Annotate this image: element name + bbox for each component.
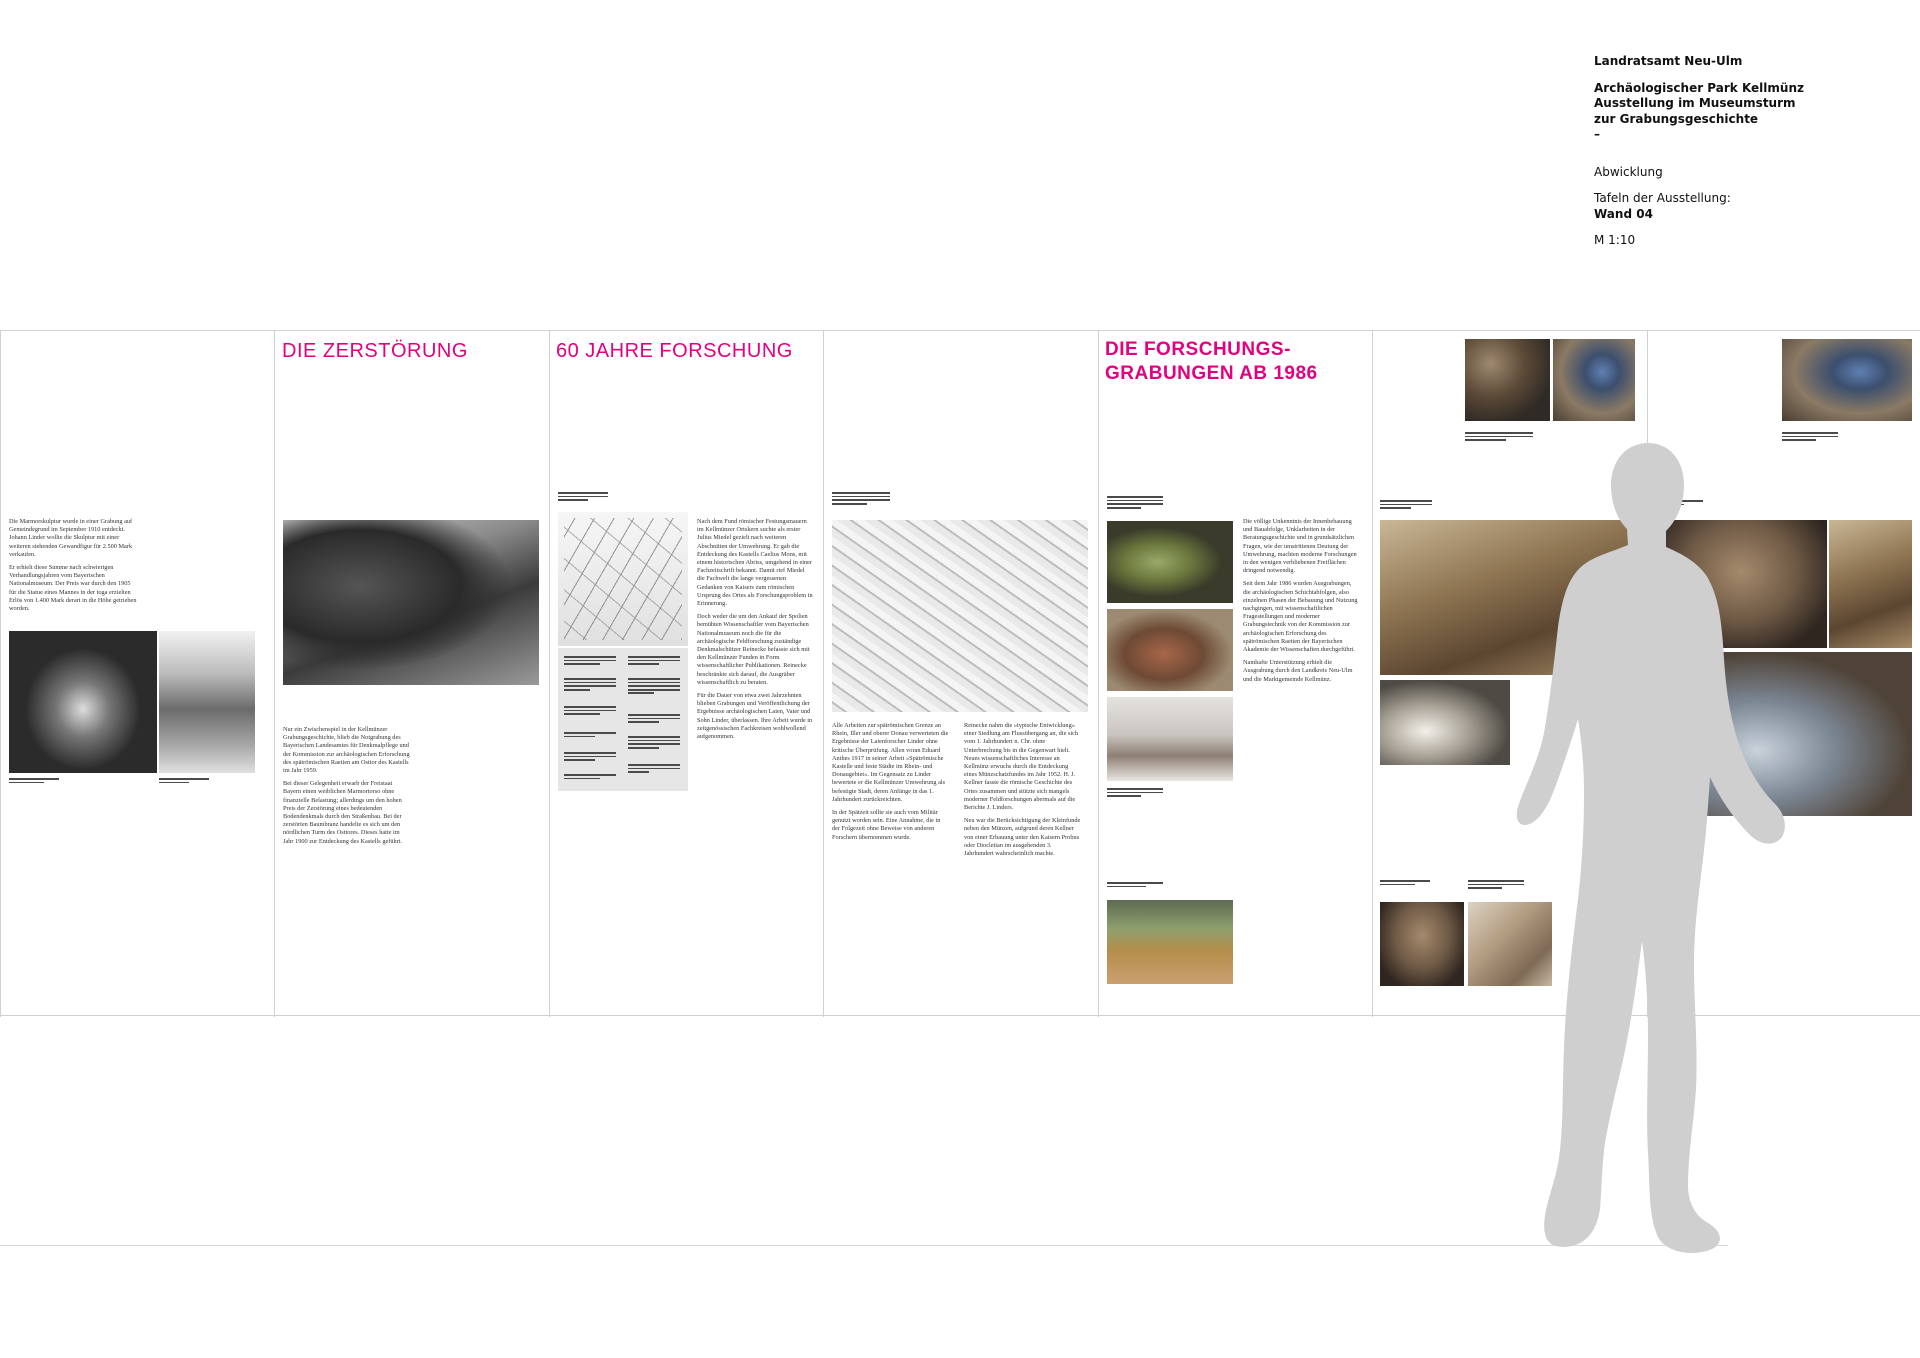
panel-3-paragraph-2: Doch weder die um den Ankauf der Spolien bemühten Wissenschaftler vom Bayerischen Nationalmuseum noch die für die archäologische Feldforschung zuständige Denkmalschützer Reinecke befasste sich mit den Kellmünzer Funden in Form wissenschaftlicher Publikationen. Reinecke beschränkte sich darauf, die Ausgräber wissenschaftlich zu beraten. — [697, 613, 810, 686]
panel-5-text — [1243, 518, 1359, 689]
photo-stratigraphy — [1829, 520, 1912, 648]
caption-plan — [558, 492, 608, 503]
panel-4-paragraph-1: Alle Arbeiten zur spätrömischen Grenze an Rhein, Iller und oberer Donau verwerteten die Ergebnisse der Laienforscher Linder ohne kritische Überprüfung. Allen voran Eduard Anthes 1917 in seiner Arbeit »Spätrömische Kastelle und feste Städte im Rhein- und Donaugebiet«. Im Gegensatz zu Linder bewertete er die Kellmünzer Umwehrung als befestigte Stadt, deren Anfänge in das 1. Jahrhundert zurückreichten. — [832, 722, 949, 803]
title-block — [1594, 54, 1894, 249]
panel-5-paragraph-1: Die völlige Unkenntnis der Innenbebauung und Bauabfolge, Unklarheiten in der Beratungsgeschichte und in grundsätzlichen Fragen, wie der umstrittenen Deutung der Umwehrung, machten moderne Forschungen in den wenigen verbliebenen Freiflächen dringend notwendig. — [1243, 518, 1357, 575]
photo-excavator — [1107, 900, 1233, 984]
photo-aerial-excavation — [1107, 521, 1233, 603]
panel-1-paragraph-2: Er erhielt diese Summe nach schwierigen Verhandlungsjahren vom Bayerischen Nationalmuseum. Der Preis war durch den 1905 für die Statue eines Mannes in der toga erzielten Erlös von 1.400 Mark derart in die Höhe getrieben worden. — [9, 564, 137, 613]
photo-sculpture-transport — [159, 631, 255, 773]
caption-panel-6-main — [1380, 500, 1432, 511]
caption-aerial — [1107, 496, 1163, 510]
heading-forschung: 60 JAHRE FORSCHUNG — [556, 340, 793, 362]
heading-grabungen — [1105, 338, 1318, 386]
panel-3-paragraph-1: Nach dem Fund römischer Festungsmauern im Kellmünzer Ortskern suchte als erster Julius Miedel gezielt nach weiteren Abschnitten der Umwehrung. Er gab die Entdeckung des Kastells Caelius Mons, mit einem historischen Abriss, umgehend in einer Fachzeitschrift bekannt. Damit rief Miedel die Fachwelt die lange vergessenen Gedanken von Kaisers zum römischen Ursprung des Ortes als Forschungsproblem in Erinnerung. — [697, 518, 813, 608]
photo-drawing-documentation — [1107, 697, 1233, 781]
panel-2-paragraph-2: Bei dieser Gelegenheit erwarb der Freistaat Bayern einen weiblichen Marmortorso ohne finanzielle Belastung; allerdings um den hohen Preis der Zerstörung eines bedeutenden Bodendenkmals durch den Straßenbau. Bei der zerstörten Baumbranz handelte es sich um den nördlichen Turm des Osttores. Dieses hatte im Jahr 1900 zur Entdeckung des Kastells geführt. — [283, 780, 403, 845]
project-dash: – — [1594, 127, 1600, 141]
caption-drawing — [1107, 788, 1163, 799]
panel-1-text — [9, 518, 137, 618]
caption-panel-1-a — [9, 778, 59, 785]
photo-kastell-plan — [558, 512, 688, 646]
panel-3-paragraph-3: Für die Dauer von etwa zwei Jahrzehnten blieben Grabungen und Veröffentlichung der Ergebnisse archäologischen Laien, Vater und Sohn Linder, überlassen. Ihre Arbeit wurde in zeitgenössischen Fachkreisen wohlwollend aufgenommen. — [697, 692, 813, 741]
photo-team-trench — [1465, 339, 1550, 421]
panel-3-text — [697, 518, 813, 746]
panel-4-paragraph-2: In der Spätzeit sollte sie auch vom Militär genutzt worden sein. Eine Annahme, die in der Folgezeit ohne Beweise von anderen Forschern übernommen wurde. — [832, 809, 941, 841]
org-name: Landratsamt Neu-Ulm — [1594, 54, 1743, 68]
photo-excavation-digger — [1107, 609, 1233, 691]
photo-tent-excavation — [1380, 680, 1510, 765]
panel-5-paragraph-2: Seit dem Jahr 1986 wurden Ausgrabungen, die archäologischen Schichtabfolgen, also einzelnen Phasen der Bebauung und Nutzung nachgingen, mit wissenschaftlichen Fragestellungen und moderner Grabungstechnik von der Kommission zur archäologischen Erforschung des spätrömischen Raetien der Bayerischen Akademie der Wissenschaften durchgeführt. — [1243, 580, 1358, 654]
photo-excavator-person — [1553, 339, 1635, 421]
sheet-label: Tafeln der Ausstellung: — [1594, 191, 1731, 205]
photo-danube-map — [832, 520, 1088, 712]
panel-2-text — [283, 726, 411, 851]
photo-marble-sculpture — [9, 631, 157, 773]
heading-grabungen-line-1: DIE FORSCHUNGS- — [1105, 339, 1291, 360]
caption-site — [1782, 432, 1838, 443]
sheet-name: Wand 04 — [1594, 206, 1653, 221]
floor-line — [0, 1245, 1728, 1246]
photo-digging-worker — [1380, 902, 1464, 986]
caption-panel-6-b — [1380, 880, 1430, 887]
panel-1-paragraph-1: Die Marmorskulptur wurde in einer Grabung auf Gemeindegrund im September 1910 entdeckt. Johann Linder wollte die Skulptur mit einer weiteren stehenden Gewandfigur für 2.500 Mark verkaufen. — [9, 518, 133, 558]
legend-box — [558, 648, 688, 791]
photo-destruction-roadworks — [283, 520, 539, 685]
caption-panel-1-b — [159, 778, 209, 785]
panel-4-paragraph-4: Neu war die Berücksichtigung der Kleinfunde neben den Münzen, aufgrund deren Kellner von einer Erbauung unter den Kaisern Probus oder Diocletian im ausgehenden 3. Jahrhundert wahrscheinlich machte. — [964, 817, 1081, 858]
caption-map — [832, 492, 890, 506]
panel-4-paragraph-3: Reinecke nahm die »typische Entwicklung« einer Siedlung am Flussübergang an, die sich vom 1. Jahrhundert n. Chr. ohne Unterbrechung bis in die Gegenwart hielt. Neues wissenschaftliches Interesse an Kellmünz erwuchs durch die Entdeckung eines Münzschatzfundes im Jahr 1952. H. J. Kellner fasste die römische Geschichte des Ortes zusammen und stützte sich mangels moderner Feldforschungen abermals auf die Berichte J. Linders. — [964, 722, 1079, 812]
panel-5-paragraph-3: Namhafte Unterstützung erhielt die Ausgrabung durch den Landkreis Neu-Ulm und die Marktgemeinde Kellmünz. — [1243, 659, 1353, 683]
scale-label: M 1:10 — [1594, 233, 1636, 247]
project-line-2: Ausstellung im Museumsturm — [1594, 96, 1796, 110]
caption-excavator — [1107, 882, 1163, 889]
photo-site-overview — [1782, 339, 1912, 421]
panel-2-paragraph-1: Nur ein Zwischenspiel in der Kellmünzer Grabungsgeschichte, blieb die Notgrabung des Bayerischen Landesamtes für Denkmalpflege und der Kommission zur archäologischen Erforschung des spätrömischen Raetien am Osttor des Kastells im Jahr 1959. — [283, 726, 410, 775]
heading-zerstoerung: DIE ZERSTÖRUNG — [282, 340, 468, 362]
human-scale-silhouette-icon — [1498, 437, 1788, 1267]
heading-grabungen-line-2: GRABUNGEN AB 1986 — [1105, 363, 1318, 384]
panel-4-text — [832, 722, 950, 847]
project-line-1: Archäologischer Park Kellmünz — [1594, 80, 1804, 95]
panel-4-text-2 — [964, 722, 1082, 863]
phase-label: Abwicklung — [1594, 164, 1663, 179]
project-line-3: zur Grabungsgeschichte — [1594, 111, 1759, 126]
